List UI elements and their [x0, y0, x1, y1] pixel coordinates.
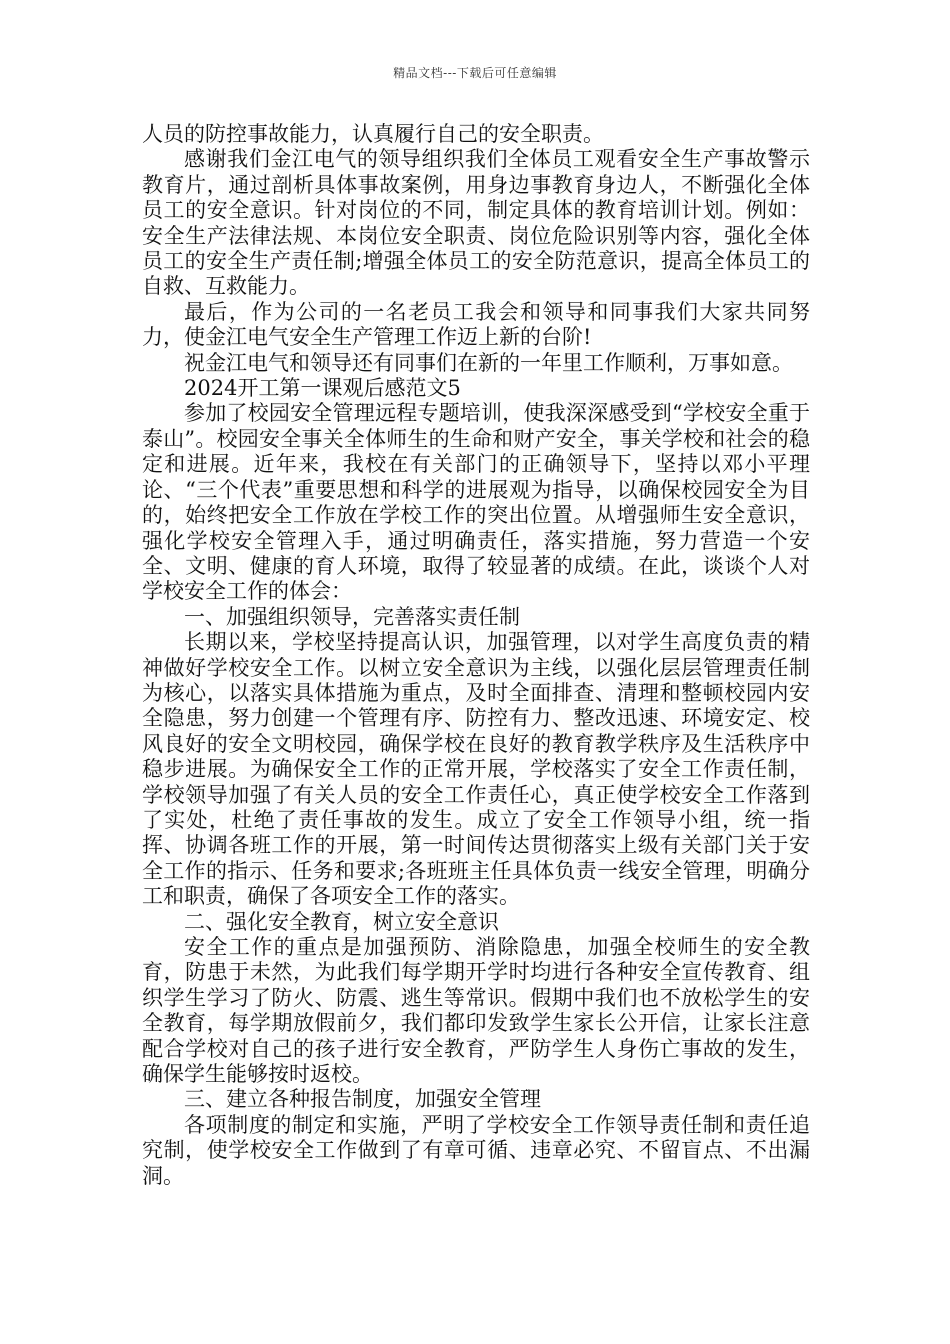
- document-body: [142, 122, 810, 1189]
- paragraph-3: 最后，作为公司的一名老员工我会和领导和同事我们大家共同努力，使金江电气安全生产管理工作迈上新的台阶!: [142, 299, 810, 350]
- paragraph-8: 各项制度的制定和实施，严明了学校安全工作领导责任制和责任追究制，使学校安全工作做到了有章可循、违章必究、不留盲点、不出漏洞。: [142, 1112, 810, 1188]
- paragraph-2: 感谢我们金江电气的领导组织我们全体员工观看安全生产事故警示教育片，通过剖析具体事故案例，用身边事教育身边人，不断强化全体员工的安全意识。针对岗位的不同，制定具体的教育培训计划。例如：安全生产法律法规、本岗位安全职责、岗位危险识别等内容，强化全体员工的安全生产责任制;增强全体员工的安全防范意识，提高全体员工的自救、互救能力。: [142, 147, 810, 299]
- heading-3: 三、建立各种报告制度，加强安全管理: [184, 1087, 541, 1112]
- heading-2: 二、强化安全教育，树立安全意识: [184, 909, 499, 934]
- paragraph-7: 安全工作的重点是加强预防、消除隐患，加强全校师生的安全教育，防患于未然，为此我们每学期开学时均进行各种安全宣传教育、组织学生学习了防火、防震、逃生等常识。假期中我们也不放松学生的安全教育，每学期放假前夕，我们都印发致学生家长公开信，让家长注意配合学校对自己的孩子进行安全教育，严防学生人身伤亡事故的发生，确保学生能够按时返校。: [142, 935, 810, 1087]
- section-title: 2024开工第一课观后感范文5: [184, 376, 461, 401]
- paragraph-6: 长期以来，学校坚持提高认识，加强管理，以对学生高度负责的精神做好学校安全工作。以树立安全意识为主线，以强化层层管理责任制为核心，以落实具体措施为重点，及时全面排查、清理和整顿校园内安全隐患，努力创建一个管理有序、防控有力、整改迅速、环境安定、校风良好的安全文明校园，确保学校在良好的教育教学秩序及生活秩序中稳步进展。为确保安全工作的正常开展，学校落实了安全工作责任制，学校领导加强了有关人员的安全工作责任心，真正使学校安全工作落到了实处，杜绝了责任事故的发生。成立了安全工作领导小组，统一指挥、协调各班工作的开展，第一时间传达贯彻落实上级有关部门关于安全工作的指示、任务和要求;各班班主任具体负责一线安全管理，明确分工和职责，确保了各项安全工作的落实。: [142, 630, 810, 909]
- paragraph-1: 人员的防控事故能力，认真履行自己的安全职责。: [142, 122, 604, 146]
- heading-1: 一、加强组织领导，完善落实责任制: [184, 604, 520, 629]
- paragraph-5: 参加了校园安全管理远程专题培训，使我深深感受到“学校安全重于泰山”。校园安全事关全体师生的生命和财产安全，事关学校和社会的稳定和进展。近年来，我校在有关部门的正确领导下，坚持以邓小平理论、“三个代表”重要思想和科学的进展观为指导，以确保校园安全为目的，始终把安全工作放在学校工作的突出位置。从增强师生安全意识，强化学校安全管理入手，通过明确责任，落实措施，努力营造一个安全、文明、健康的育人环境，取得了较显著的成绩。在此，谈谈个人对学校安全工作的体会：: [142, 401, 810, 604]
- page-header: 精品文档---下载后可任意编辑: [393, 66, 557, 80]
- paragraph-4: 祝金江电气和领导还有同事们在新的一年里工作顺利，万事如意。: [184, 350, 793, 375]
